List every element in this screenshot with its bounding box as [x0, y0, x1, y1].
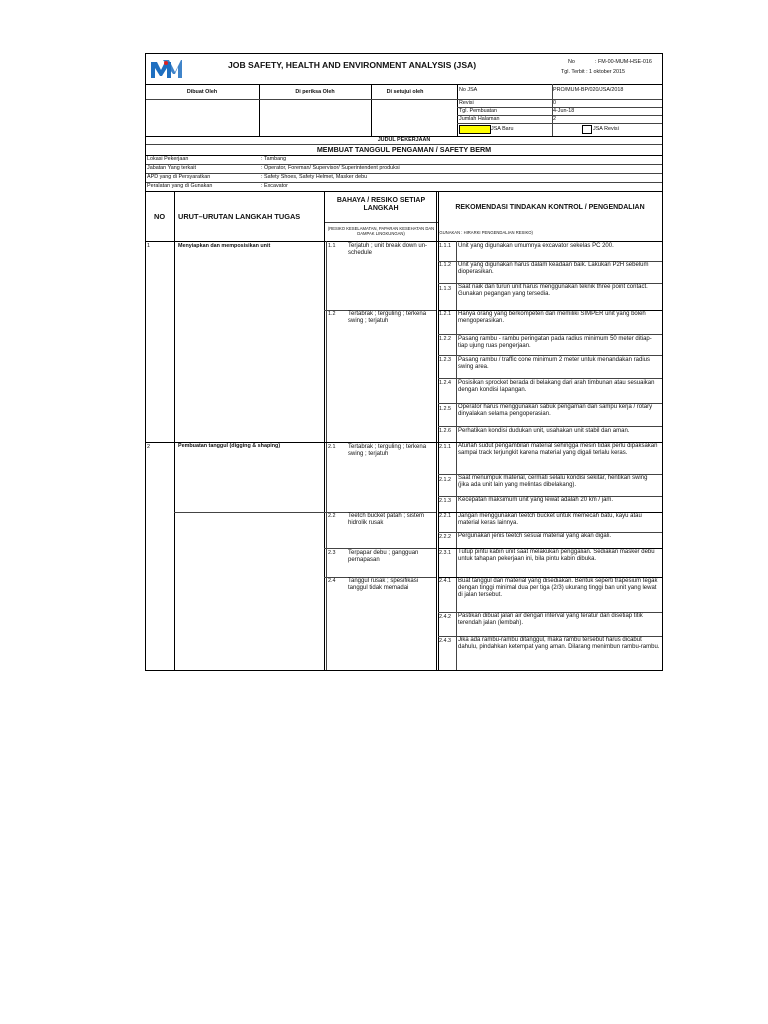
control-no: 1.2.5 — [439, 406, 451, 412]
judul-label: JUDUL PEKERJAAN — [377, 137, 431, 143]
control-no: 1.1.2 — [439, 262, 451, 268]
hazard-text: Tanggul rusak ; spesifikasi tanggul tidak memadai — [348, 578, 419, 592]
col-hazard: BAHAYA / RESIKO SETIAP LANGKAH — [336, 197, 426, 213]
control-no: 2.4.3 — [439, 638, 451, 644]
control-no: 1.2.3 — [439, 357, 451, 363]
revisi-value: 0 — [553, 100, 556, 106]
hazard-text: Tertabrak ; terguling ; terkena swing ; terjatuh — [348, 311, 427, 325]
control-text: Saat menumpuk material, cermati selalu kondisi sekitar, hentikan swing (jika ada unit lain yang melintas dibelakang). — [458, 475, 648, 489]
lokasi-label: Lokasi Pekerjaan — [147, 156, 189, 162]
step-no: 1 — [147, 243, 150, 249]
control-text: Kecepatan maksimum unit yang lewat adalah 20 km / jam. — [458, 497, 614, 503]
control-text: Pasang rambu - rambu peringatan pada radius minimum 50 meter ditiap-tiap ujung ruas pengerjaan. — [458, 336, 652, 350]
step-no: 2 — [147, 444, 150, 450]
halaman-label: Jumlah Halaman — [459, 116, 500, 122]
control-no: 2.1.1 — [439, 444, 451, 450]
hazard-no: 2.1 — [328, 444, 336, 450]
form-title: JOB SAFETY, HEALTH AND ENVIRONMENT ANALYSIS (JSA) — [228, 60, 477, 70]
control-no: 1.1.3 — [439, 286, 451, 292]
dibuat-label: Dibuat Oleh — [186, 89, 218, 95]
control-no: 2.3.1 — [439, 550, 451, 556]
hazard-text: Terjatuh ; unit break down un-schedule — [348, 243, 428, 257]
tgl-label: Tgl. Pembuatan — [459, 108, 498, 114]
hazard-no: 2.4 — [328, 578, 336, 584]
control-text: Pasang rambu / traffic cone minimum 2 meter untuk menandakan radius swing area. — [458, 357, 650, 371]
step-task: Menyiapkan dan memposisikan unit — [178, 243, 271, 249]
lokasi-value: : Tambang — [261, 156, 287, 162]
control-text: Buat tanggul dari material yang disediakan. Bentuk seperti trapesium tegak dengan tinggi minimal dua per tiga (2/3) ukurang tinggi ban unit yang lewat di jalan tersebut. — [458, 578, 658, 599]
apd-label: APD yang di Persyaratkan — [147, 174, 211, 180]
jabatan-label: Jabatan Yang terkait — [147, 165, 196, 171]
control-text: Posisikan sprocket berada di belakang dari arah timbunan atau sesuaikan dengan kondisi lapangan. — [458, 380, 655, 394]
control-no: 2.4.2 — [439, 614, 451, 620]
control-no: 2.1.3 — [439, 498, 451, 504]
jsa-revisi-box — [582, 125, 592, 134]
control-no: 1.2.6 — [439, 428, 451, 434]
col-control: REKOMENDASI TINDAKAN KONTROL / PENGENDALIAN — [455, 204, 645, 211]
control-no: 1.2.2 — [439, 336, 451, 342]
control-text: Pergunakan jenis teetch sesuai material yang akan digali. — [458, 533, 612, 539]
control-no: 1.2.1 — [439, 311, 451, 317]
company-logo-icon — [149, 58, 183, 80]
no-jsa-value: PRO/MUM-BP/020/JSA/2018 — [553, 87, 624, 93]
col-hazard-sub: (RESIKO KESELAMATAN, PAPARAN KESEHATAN DAN DAMPAK LINGKUNGAN) — [327, 226, 435, 237]
control-text: Jangan menggunakan teetch bucket untuk memecah batu, kayu atau material keras lainnya. — [458, 513, 642, 527]
control-text: Tutup pintu kabin unit saat melakukan penggalian. Sediakan masker debu untuk tahapan pekerjaan ini, bila pintu kabin dibuka. — [458, 549, 655, 563]
hazard-no: 1.1 — [328, 243, 336, 249]
tgl-value: 4-Jun-18 — [553, 108, 575, 114]
control-text: Hanya orang yang berkompeten dan memiliki SIMPER unit yang boleh mengoperasikan. — [458, 311, 646, 325]
diperiksa-label: Di periksa Oleh — [295, 89, 335, 95]
control-text: Aturlah sudut pengambilan material sehingga mesin tidak perlu dipaksakan sampai track terjungkit karena material yang digali terlalu keras. — [458, 443, 658, 457]
control-no: 2.2.2 — [439, 534, 451, 540]
disetujui-label: Di setujui oleh — [386, 89, 424, 95]
step-task: Pembuatan tanggul (digging & shaping) — [178, 443, 281, 449]
hazard-text: Teetch bucket patah ; sistem hidrolik rusak — [348, 513, 425, 527]
halaman-value: 2 — [553, 116, 556, 122]
control-text: Unit yang digunakan harus dalam keadaan baik. Lakukan P2H sebelum dioperasikan. — [458, 262, 649, 276]
control-text: Unit yang digunakan umumnya excavator sekelas PC 200. — [458, 243, 614, 249]
jsa-form — [145, 53, 663, 671]
hazard-no: 2.3 — [328, 550, 336, 556]
control-text: Jika ada rambu-rambu ditanggul, maka rambu tersebut harus dicabut dahulu, pindahkan ketempat yang aman. Dilarang menimbun rambu-rambu. — [458, 637, 660, 651]
form-no-label: No — [568, 59, 575, 65]
control-text: Saat naik dan turun unit harus menggunakan teknik three point contact. Gunakan pegangan yang tersedia. — [458, 284, 648, 298]
hazard-text: Tertabrak ; terguling ; terkena swing ; terjatuh — [348, 444, 427, 458]
control-text: Perhatikan kondisi dudukan unit, usahakan unit stabil dan aman. — [458, 428, 630, 434]
control-no: 2.2.1 — [439, 513, 451, 519]
hazard-no: 1.2 — [328, 311, 336, 317]
control-no: 1.2.4 — [439, 380, 451, 386]
jsa-revisi-label: JSA Revisi — [593, 126, 619, 132]
hazard-no: 2.2 — [328, 513, 336, 519]
control-no: 2.1.2 — [439, 477, 451, 483]
issue-date: Tgl. Terbit : 1 oktober 2015 — [561, 69, 626, 75]
jsa-baru-box — [459, 125, 491, 134]
control-text: Operator harus menggunakan sabuk pengaman dan sampu kerja / rotary dinyalakan selama pengoperasian. — [458, 404, 653, 418]
job-title: MEMBUAT TANGGUL PENGAMAN / SAFETY BERM — [316, 145, 492, 154]
col-no: NO — [154, 212, 166, 221]
apd-value: : Safety Shoes, Safety Helmet, Masker debu — [261, 174, 368, 180]
peralatan-label: Peralatan yang di Gunakan — [147, 183, 213, 189]
control-text: Pastikan dibuat jalan air dengan interval yang teratur dan disetiap titik terendah jalan (lembah). — [458, 613, 643, 627]
no-jsa-label: No JSA — [459, 87, 478, 93]
hazard-text: Terpapar debu ; gangguan pernapasan — [348, 550, 419, 564]
revisi-label: Revisi — [459, 100, 474, 106]
jsa-baru-label: JSA Baru — [491, 126, 514, 132]
peralatan-value: : Excavator — [261, 183, 288, 189]
control-no: 1.1.1 — [439, 243, 451, 249]
col-control-sub: (GUNAKAN : HIRARKI PENGENDALIAN RESIKO) — [438, 230, 533, 235]
form-no-value: : FM-00-MUM-HSE-016 — [595, 59, 652, 65]
control-no: 2.4.1 — [439, 578, 451, 584]
col-steps: URUT–URUTAN LANGKAH TUGAS — [178, 212, 301, 221]
jabatan-value: : Operator, Foreman/ Supervisor/ Superintendent produksi — [261, 165, 400, 171]
